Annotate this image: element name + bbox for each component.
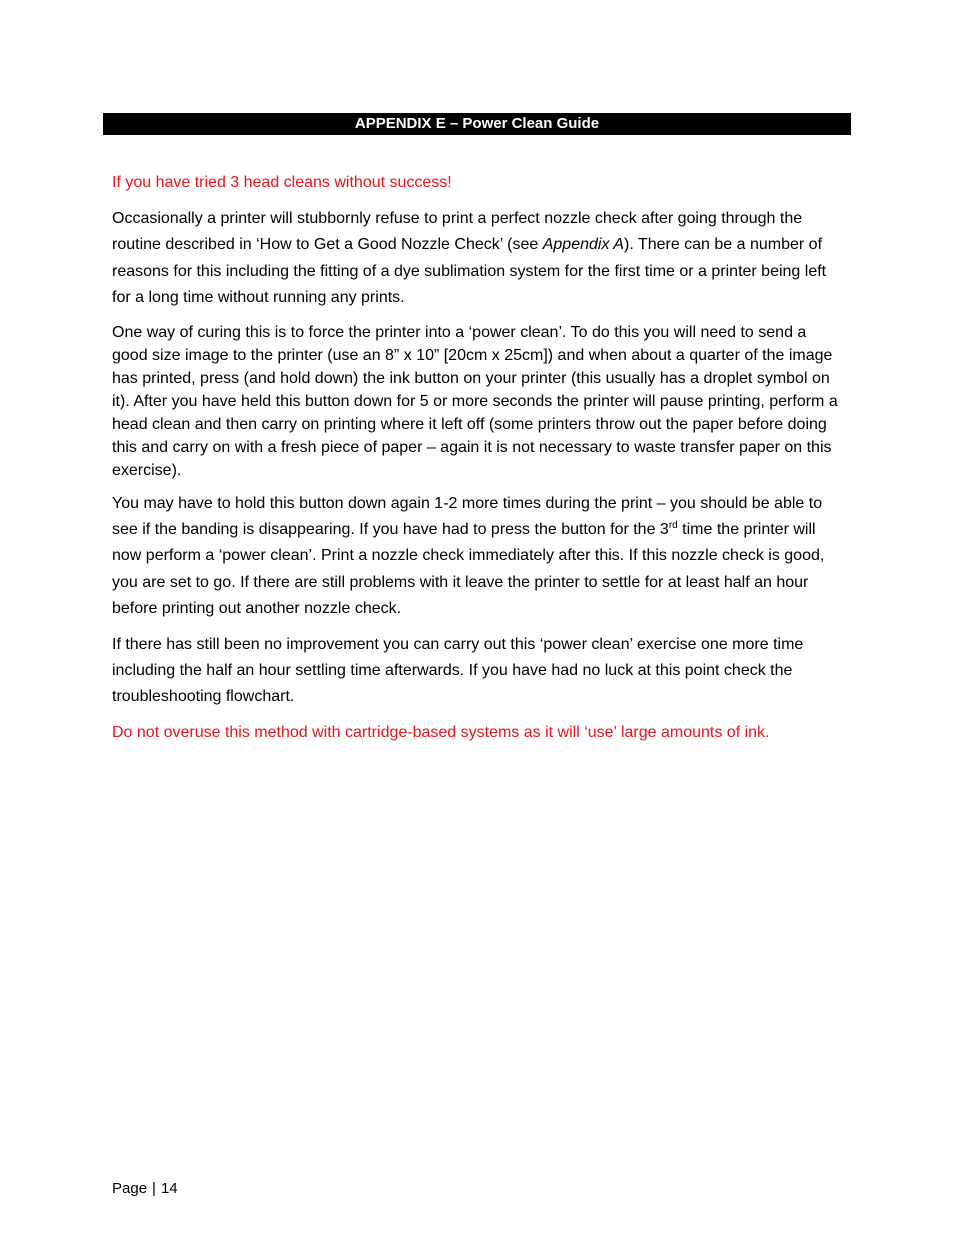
paragraph-power-clean-method: One way of curing this is to force the printer into a ‘power clean’. To do this you will need to send a good size image to the printer (use an 8” x 10” [20cm x 25cm]) and when about a quarter of the image has printed, press (and hold down) the ink button on your printer (this usually has a droplet symbol on it). After you have held this button down for 5 or more seconds the printer will pause printing, perform a head clean and then carry on printing where it left off (some printers throw out the paper before doing this and carry on with a fresh piece of paper – again it is not necessary to waste transfer paper on this exercise). [112,323,838,479]
intro-heading: If you have tried 3 head cleans without success! [112,174,452,191]
page-number: 14 [160,1180,178,1197]
paragraph-occasionally-text-start: Occasionally a printer will stubbornly refuse to print a perfect nozzle check after going through the routine described in ‘How to Get a Good Nozzle Check’ (see [112,210,803,254]
paragraph-hold-button-text-end: time the printer will now perform a ‘power clean’. Print a nozzle check immediately after this. If this nozzle check is good, you are set to go. If there are still problems with it leave the printer to settle for at least half an hour before printing out another nozzle check. [112,521,825,618]
page-footer [112,1179,178,1199]
appendix-title: APPENDIX E – Power Clean Guide [354,115,600,132]
paragraph-hold-button-text-start: You may have to hold this button down again 1-2 more times during the print – you should be able to see if the banding is disappearing. If you have had to press the button for the 3 [112,494,823,539]
paragraph-occasionally [112,206,844,312]
paragraph-no-improvement: If there has still been no improvement you can carry out this ‘power clean’ exercise one more time including the half an hour settling time afterwards. If you have had no luck at this point check the troubleshooting flowchart. [112,635,804,706]
paragraph-hold-button [112,491,844,623]
appendix-title-bar [103,113,851,135]
paragraph-occasionally-text-end: ). There can be a number of reasons for this including the fitting of a dye sublimation system for the first time or a printer being left for a long time without running any prints. [112,236,827,307]
document-body [112,171,844,746]
warning-note: Do not overuse this method with cartridge-based systems as it will ‘use’ large amounts of ink. [112,723,770,741]
page-label: Page [112,1180,148,1197]
page-separator: | [152,1180,156,1197]
ordinal-suffix: rd [668,520,678,532]
appendix-a-reference: Appendix A [542,236,624,254]
